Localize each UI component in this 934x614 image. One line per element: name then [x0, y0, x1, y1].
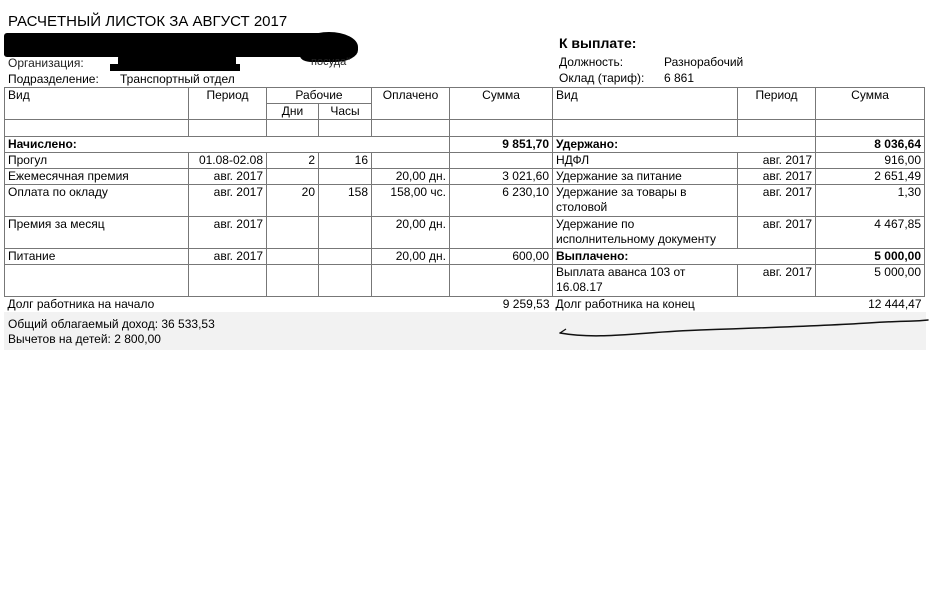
col-header-sum: Сумма [450, 88, 553, 120]
deduction-sum: 916,00 [816, 153, 925, 169]
withheld-total: 8 036,64 [816, 137, 925, 153]
deduction-kind: Удержание за питание [553, 169, 738, 185]
accrual-paid: 20,00 дн. [372, 217, 450, 249]
accrual-sum: 6 230,10 [450, 185, 553, 217]
accrual-period: авг. 2017 [189, 217, 267, 249]
salary-value: 6 861 [664, 71, 695, 85]
debt-end-value: 12 444,47 [868, 297, 922, 311]
col-header-kind-right: Вид [553, 88, 738, 120]
org-label: Организация: [8, 56, 84, 70]
col-header-working: Рабочие [267, 88, 372, 104]
accrual-kind: Питание [5, 249, 189, 265]
col-header-sum-right: Сумма [816, 88, 925, 120]
col-header-period: Период [189, 88, 267, 120]
accrual-period: авг. 2017 [189, 169, 267, 185]
dept-label: Подразделение: [8, 72, 99, 86]
position-label: Должность: [559, 55, 624, 69]
deduction-period: авг. 2017 [738, 169, 816, 185]
accrual-period: авг. 2017 [189, 185, 267, 217]
accrual-hours: 16 [319, 153, 372, 169]
deduction-period: авг. 2017 [738, 153, 816, 169]
debt-end-label: Долг работника на конец [555, 297, 695, 311]
col-header-days: Дни [267, 104, 319, 120]
col-header-paid: Оплачено [372, 88, 450, 120]
deduction-period: авг. 2017 [738, 217, 816, 249]
payout-kind: Выплата аванса 103 от 16.08.17 [553, 265, 738, 297]
accrual-days: 20 [267, 185, 319, 217]
deduction-kind: Удержание за товары в столовой [553, 185, 738, 217]
position-value: Разнорабочий [664, 55, 744, 69]
paid-out-total: 5 000,00 [816, 249, 925, 265]
org-value: посуда" [311, 56, 351, 68]
to-pay-label: К выплате: [559, 35, 637, 51]
accrual-kind: Премия за месяц [5, 217, 189, 249]
col-header-hours: Часы [319, 104, 372, 120]
deduction-period: авг. 2017 [738, 185, 816, 217]
accrual-period: авг. 2017 [189, 249, 267, 265]
accrual-sum: 600,00 [450, 249, 553, 265]
salary-label: Оклад (тариф): [559, 71, 645, 85]
accrual-paid: 20,00 дн. [372, 249, 450, 265]
accrual-kind: Прогул [5, 153, 189, 169]
taxable-income: Общий облагаемый доход: 36 533,53 [8, 317, 215, 331]
dept-value: Транспортный отдел [120, 72, 235, 86]
debt-start-label: Долг работника на начало [7, 297, 155, 311]
debt-start-value: 9 259,53 [502, 297, 550, 311]
paid-out-label: Выплачено: [553, 249, 816, 265]
accrual-sum: 3 021,60 [450, 169, 553, 185]
accrued-total: 9 851,70 [450, 137, 553, 153]
accrual-days: 2 [267, 153, 319, 169]
col-header-kind: Вид [5, 88, 189, 120]
accrual-paid: 158,00 чс. [372, 185, 450, 217]
deduction-sum: 1,30 [816, 185, 925, 217]
accrual-paid: 20,00 дн. [372, 169, 450, 185]
deduction-sum: 2 651,49 [816, 169, 925, 185]
accrual-kind: Ежемесячная премия [5, 169, 189, 185]
child-deductions: Вычетов на детей: 2 800,00 [8, 332, 161, 346]
document-title: РАСЧЕТНЫЙ ЛИСТОК ЗА АВГУСТ 2017 [8, 13, 288, 30]
accrual-period: 01.08-02.08 [189, 153, 267, 169]
accrual-kind: Оплата по окладу [5, 185, 189, 217]
accrual-hours: 158 [319, 185, 372, 217]
accrued-label: Начислено: [5, 137, 450, 153]
deduction-kind: НДФЛ [553, 153, 738, 169]
deduction-kind: Удержание по исполнительному документу [553, 217, 738, 249]
payout-sum: 5 000,00 [816, 265, 925, 297]
payout-period: авг. 2017 [738, 265, 816, 297]
withheld-label: Удержано: [553, 137, 816, 153]
deduction-sum: 4 467,85 [816, 217, 925, 249]
col-header-period-right: Период [738, 88, 816, 120]
